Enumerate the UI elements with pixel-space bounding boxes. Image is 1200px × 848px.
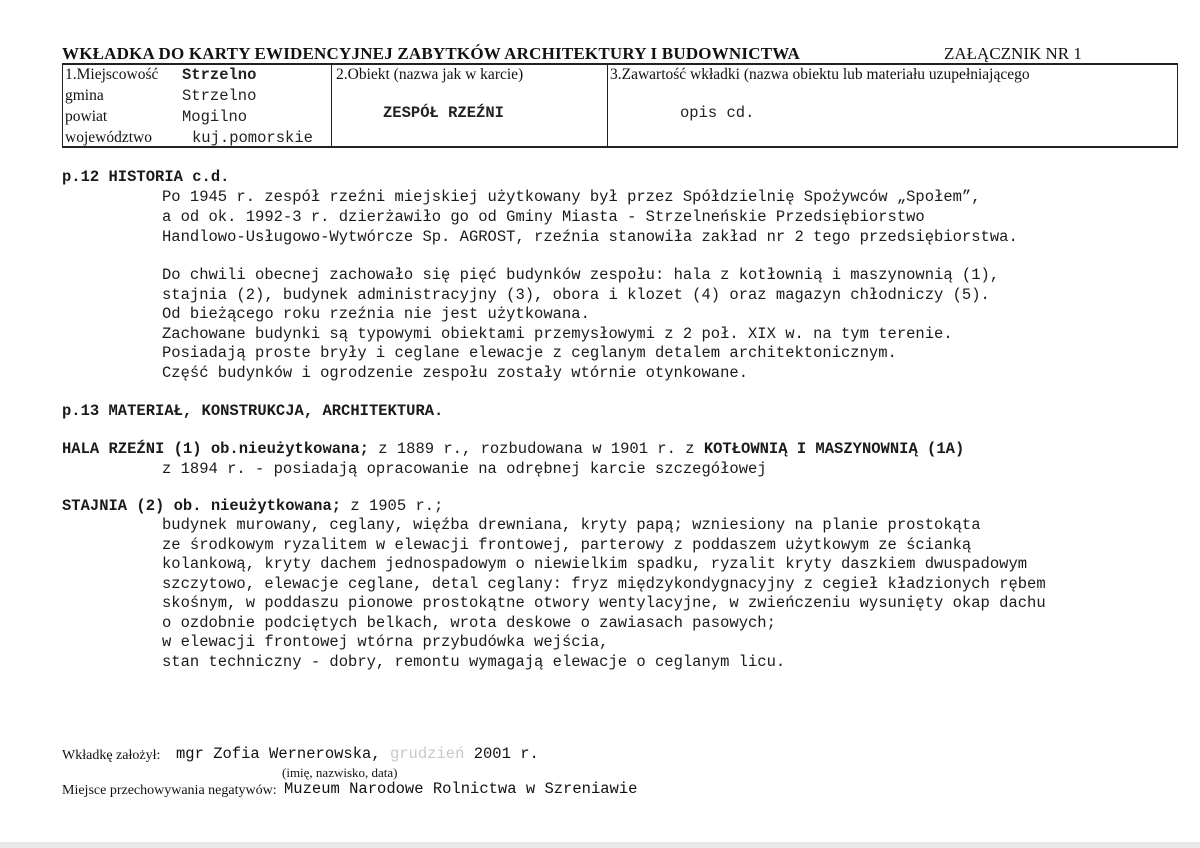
stable-text: z 1905 r.; bbox=[341, 497, 444, 515]
history-para2-line4: Zachowane budynki są typowymi obiektami przemysłowymi z 2 poł. XIX w. na tym terenie. bbox=[162, 325, 953, 343]
hall-line1 bbox=[62, 440, 964, 460]
storage-value: Muzeum Narodowe Rolnictwa w Szreniawie bbox=[284, 780, 638, 798]
history-para2-line6: Część budynków i ogrodzenie zespołu zostały wtórnie otynkowane. bbox=[162, 364, 748, 382]
author-month: grudzień bbox=[389, 745, 465, 763]
author-line bbox=[176, 745, 539, 763]
stable-line2: ze środkowym ryzalitem w elewacji frontowej, parterowy z poddaszem użytkowym ze ścianką bbox=[162, 536, 972, 554]
location-value: Strzelno bbox=[182, 66, 257, 84]
history-heading: p.12 HISTORIA c.d. bbox=[62, 168, 230, 186]
table-divider-1 bbox=[331, 63, 332, 148]
district-label: powiat bbox=[65, 108, 108, 125]
history-para2-line3: Od bieżącego roku rzeźnia nie jest użytkowana. bbox=[162, 305, 590, 323]
scan-edge bbox=[0, 842, 1200, 848]
hall-name: HALA RZEŹNI (1) ob.nieużytkowana; bbox=[62, 440, 369, 458]
stable-line8: stan techniczny - dobry, remontu wymagają elewacje o ceglanym licu. bbox=[162, 653, 786, 671]
hall-name2: KOTŁOWNIĄ I MASZYNOWNIĄ (1A) bbox=[703, 440, 965, 458]
table-divider-2 bbox=[607, 63, 608, 148]
stable-line0 bbox=[62, 497, 443, 517]
hall-line2: z 1894 r. - posiadają opracowanie na odrębnej karcie szczegółowej bbox=[162, 460, 767, 478]
table-left-rule bbox=[62, 63, 63, 148]
district-value: Mogilno bbox=[182, 108, 248, 126]
history-para2-line5: Posiadają proste bryły i ceglane elewacje z ceglanym detalem architektonicznym. bbox=[162, 344, 897, 362]
voivodeship-label: województwo bbox=[65, 129, 152, 146]
object-value: ZESPÓŁ RZEŹNI bbox=[383, 104, 504, 122]
stable-line7: w elewacji frontowej wtórna przybudówka wejścia, bbox=[162, 633, 609, 651]
author-name: mgr Zofia Wernerowska, bbox=[176, 745, 381, 763]
commune-value: Strzelno bbox=[182, 87, 257, 105]
table-right-rule bbox=[1177, 63, 1178, 148]
storage-label: Miejsce przechowywania negatywów: bbox=[62, 783, 277, 798]
author-label: Wkładkę założył: bbox=[62, 748, 161, 763]
hall-text: z 1889 r., rozbudowana w 1901 r. z bbox=[368, 440, 704, 458]
history-para1-line1: Po 1945 r. zespół rzeźni miejskiej użytkowany był przez Spółdzielnię Spożywców „Społem”, bbox=[162, 188, 981, 206]
stable-line3: kolankową, kryty dachem jednospadowym o niewielkim spadku, ryzalit kryty daszkiem dwuspadowym bbox=[162, 555, 1028, 573]
location-label: 1.Miejscowość bbox=[65, 66, 159, 83]
annex-number: ZAŁĄCZNIK NR 1 bbox=[944, 44, 1082, 63]
history-para2-line1: Do chwili obecnej zachowało się pięć budynków zespołu: hala z kotłownią i maszynownią (1), bbox=[162, 266, 1000, 284]
material-heading: p.13 MATERIAŁ, KONSTRUKCJA, ARCHITEKTURA. bbox=[62, 402, 444, 420]
object-label: 2.Obiekt (nazwa jak w karcie) bbox=[336, 66, 524, 83]
stable-line5: skośnym, w poddaszu pionowe prostokątne otwory wentylacyjne, w zwieńczeniu wysunięty okap dachu bbox=[162, 594, 1046, 612]
insert-content-value: opis cd. bbox=[680, 104, 755, 122]
history-para2-line2: stajnia (2), budynek administracyjny (3), obora i klozet (4) oraz magazyn chłodniczy (5). bbox=[162, 286, 990, 304]
stable-line1: budynek murowany, ceglany, więźba drewniana, kryty papą; wzniesiony na planie prostokąta bbox=[162, 516, 981, 534]
history-para1-line2: a od ok. 1992-3 r. dzierżawiło go od Gminy Miasta - Strzelneńskie Przedsiębiorstwo bbox=[162, 208, 925, 226]
stable-name: STAJNIA (2) ob. nieużytkowana; bbox=[62, 497, 342, 515]
insert-content-label: 3.Zawartość wkładki (nazwa obiektu lub materiału uzupełniającego bbox=[610, 66, 1030, 83]
author-year: 2001 r. bbox=[473, 745, 539, 763]
author-hint: (imię, nazwisko, data) bbox=[282, 765, 398, 780]
commune-label: gmina bbox=[65, 87, 104, 104]
table-top-rule bbox=[62, 63, 1178, 65]
history-para1-line3: Handlowo-Usługowo-Wytwórcze Sp. AGROST, rzeźnia stanowiła zakład nr 2 tego przedsiębiorstwa. bbox=[162, 228, 1018, 246]
document-title: WKŁADKA DO KARTY EWIDENCYJNEJ ZABYTKÓW ARCHITEKTURY I BUDOWNICTWA bbox=[62, 44, 801, 63]
voivodeship-value: kuj.pomorskie bbox=[192, 129, 313, 147]
stable-line6: o ozdobnie podciętych belkach, wrota deskowe o zawiasach pasowych; bbox=[162, 614, 776, 632]
stable-line4: szczytowo, elewacje ceglane, detal ceglany: fryz międzykondygnacyjny z cegieł kładzionych rębem bbox=[162, 575, 1046, 593]
